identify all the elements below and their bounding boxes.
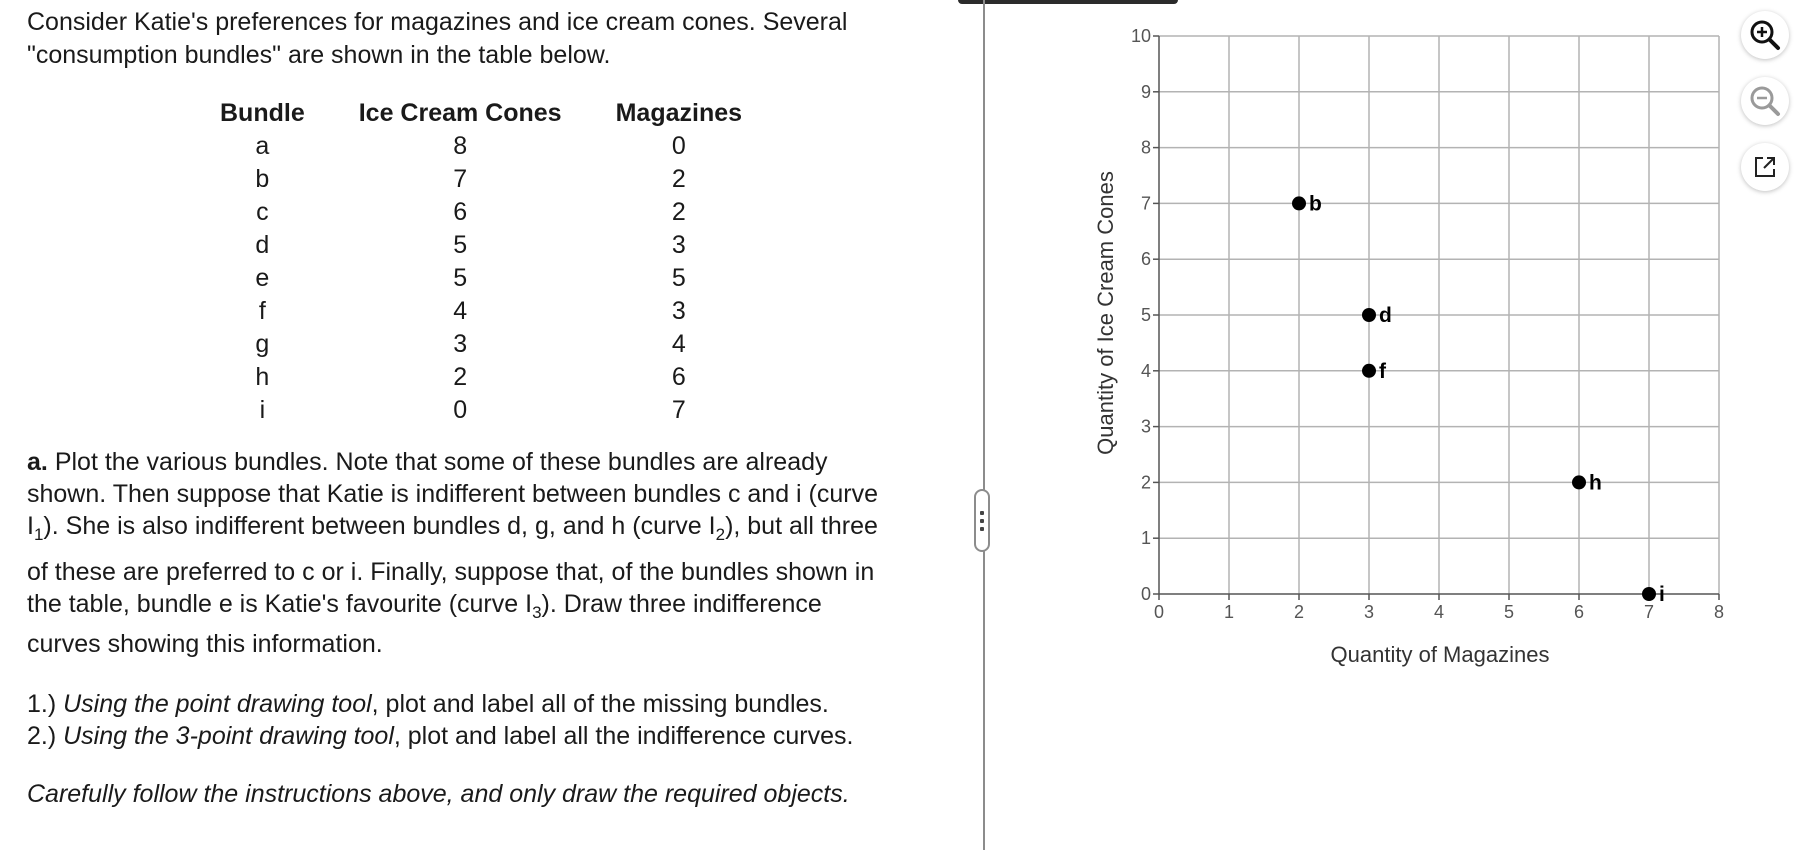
table-row: [193, 196, 769, 229]
zoom-in-button[interactable]: [1741, 11, 1789, 59]
y-tick-label: 4: [1140, 360, 1151, 381]
table-cell: a: [255, 132, 270, 160]
graph-grid: [1159, 36, 1719, 594]
table-cell: 2: [671, 198, 686, 226]
table-cell: d: [255, 231, 270, 259]
zoom-out-icon: [1749, 85, 1781, 117]
graph-ticks: [1131, 26, 1724, 622]
x-tick-label: 1: [1223, 602, 1235, 622]
x-tick-label: 2: [1293, 602, 1305, 622]
part-label: a.: [27, 448, 48, 476]
y-tick-label: 3: [1140, 416, 1151, 437]
table-row: [193, 295, 769, 328]
x-tick-label: 0: [1153, 602, 1165, 622]
table-cell: c: [256, 198, 269, 226]
table-cell: 3: [671, 297, 686, 325]
graph-points: [1292, 192, 1665, 606]
intro-text: [27, 6, 947, 72]
resize-handle[interactable]: [974, 489, 990, 552]
zoom-in-icon: [1749, 19, 1781, 51]
table-cell: 2: [453, 363, 468, 391]
top-tab-bar: [958, 0, 1178, 4]
popout-button[interactable]: [1741, 143, 1789, 191]
subscript: 2: [715, 525, 726, 544]
table-cell: 2: [671, 165, 686, 193]
table-cell: h: [255, 363, 270, 391]
table-cell: 0: [671, 132, 686, 160]
table-cell: i: [259, 396, 266, 424]
table-cell: 3: [453, 330, 468, 358]
table-cell: 4: [453, 297, 468, 325]
table-header-row: [193, 96, 769, 130]
x-axis-label: Quantity of Magazines: [1330, 642, 1550, 667]
data-point-b[interactable]: [1292, 196, 1306, 210]
x-tick-label: 4: [1433, 602, 1445, 622]
instruction-note: Carefully follow the instructions above, and only draw the required objects.: [27, 780, 850, 808]
y-tick-label: 10: [1130, 26, 1151, 46]
question-text: I: [27, 512, 34, 540]
x-tick-label: 8: [1713, 602, 1725, 622]
table-row: [193, 163, 769, 196]
panel-divider: [983, 0, 985, 850]
table-cell: 7: [671, 396, 686, 424]
x-tick-label: 5: [1503, 602, 1515, 622]
question-text: curves showing this information.: [27, 630, 383, 658]
x-tick-label: 6: [1573, 602, 1585, 622]
instructions-list: [27, 688, 947, 752]
popout-icon: [1751, 153, 1779, 181]
point-label: f: [1379, 359, 1386, 383]
y-tick-label: 6: [1140, 249, 1151, 270]
y-tick-label: 7: [1140, 193, 1151, 214]
table-row: [193, 394, 769, 427]
data-point-h[interactable]: [1572, 475, 1586, 489]
graph-canvas[interactable]: [1080, 18, 1740, 678]
point-label: d: [1379, 304, 1392, 327]
question-text: the table, bundle e is Katie's favourite (curve I: [27, 590, 533, 618]
x-tick-label: 3: [1363, 602, 1375, 622]
y-tick-label: 5: [1140, 305, 1151, 325]
y-tick-label: 2: [1140, 472, 1151, 493]
table-cell: 0: [453, 396, 468, 424]
bundle-table: [193, 96, 769, 427]
graph-toolbar: [1741, 11, 1793, 191]
table-cell: 5: [671, 264, 686, 292]
table-header: Bundle: [220, 98, 305, 127]
table-header: Ice Cream Cones: [358, 98, 562, 127]
question-a: [27, 446, 947, 660]
y-axis-label: Quantity of Ice Cream Cones: [1093, 171, 1118, 455]
point-label: b: [1309, 192, 1322, 216]
table-row: [193, 229, 769, 262]
table-cell: 7: [453, 165, 468, 193]
table-cell: f: [258, 297, 266, 325]
question-text: shown. Then suppose that Katie is indifferent between bundles c and i (curve: [27, 480, 879, 508]
y-tick-label: 9: [1140, 81, 1151, 102]
data-point-d[interactable]: [1362, 308, 1376, 322]
table-cell: b: [255, 165, 270, 193]
question-text: of these are preferred to c or i. Finally, suppose that, of the bundles shown in: [27, 558, 875, 586]
table-row: [193, 262, 769, 295]
question-text: Plot the various bundles. Note that some of these bundles are already: [54, 448, 828, 476]
intro-line: Consider Katie's preferences for magazines and ice cream cones. Several: [27, 8, 848, 36]
subscript: 3: [532, 603, 542, 622]
intro-line: "consumption bundles" are shown in the table below.: [27, 41, 611, 69]
question-text: ). She is also indifferent between bundles d, g, and h (curve I: [43, 512, 716, 540]
table-cell: 3: [671, 231, 686, 259]
table-row: [193, 130, 769, 163]
table-cell: 8: [453, 132, 468, 160]
table-cell: 6: [671, 363, 686, 391]
x-tick-label: 7: [1643, 602, 1655, 622]
subscript: 1: [33, 525, 44, 544]
table-row: [193, 328, 769, 361]
question-text: ), but all three: [725, 512, 878, 540]
table-cell: 6: [453, 198, 468, 226]
question-text: ). Draw three indifference: [541, 590, 822, 618]
zoom-out-button[interactable]: [1741, 77, 1789, 125]
instruction-step: 1.) Using the point drawing tool, plot and label all of the missing bundles.: [27, 690, 829, 718]
table-cell: 5: [453, 231, 468, 259]
data-point-i[interactable]: [1642, 587, 1656, 601]
table-cell: e: [255, 264, 270, 292]
y-tick-label: 1: [1140, 528, 1151, 549]
table-cell: 4: [671, 330, 686, 358]
table-header: Magazines: [615, 98, 743, 127]
y-tick-label: 0: [1140, 584, 1151, 604]
instruction-step: 2.) Using the 3-point drawing tool, plot and label all the indifference curves.: [27, 722, 854, 750]
data-point-f[interactable]: [1362, 364, 1376, 378]
point-label: h: [1589, 471, 1602, 495]
table-row: [193, 361, 769, 394]
y-tick-label: 8: [1140, 137, 1151, 158]
point-label: i: [1659, 583, 1665, 606]
table-cell: 5: [453, 264, 468, 292]
table-cell: g: [255, 330, 270, 358]
